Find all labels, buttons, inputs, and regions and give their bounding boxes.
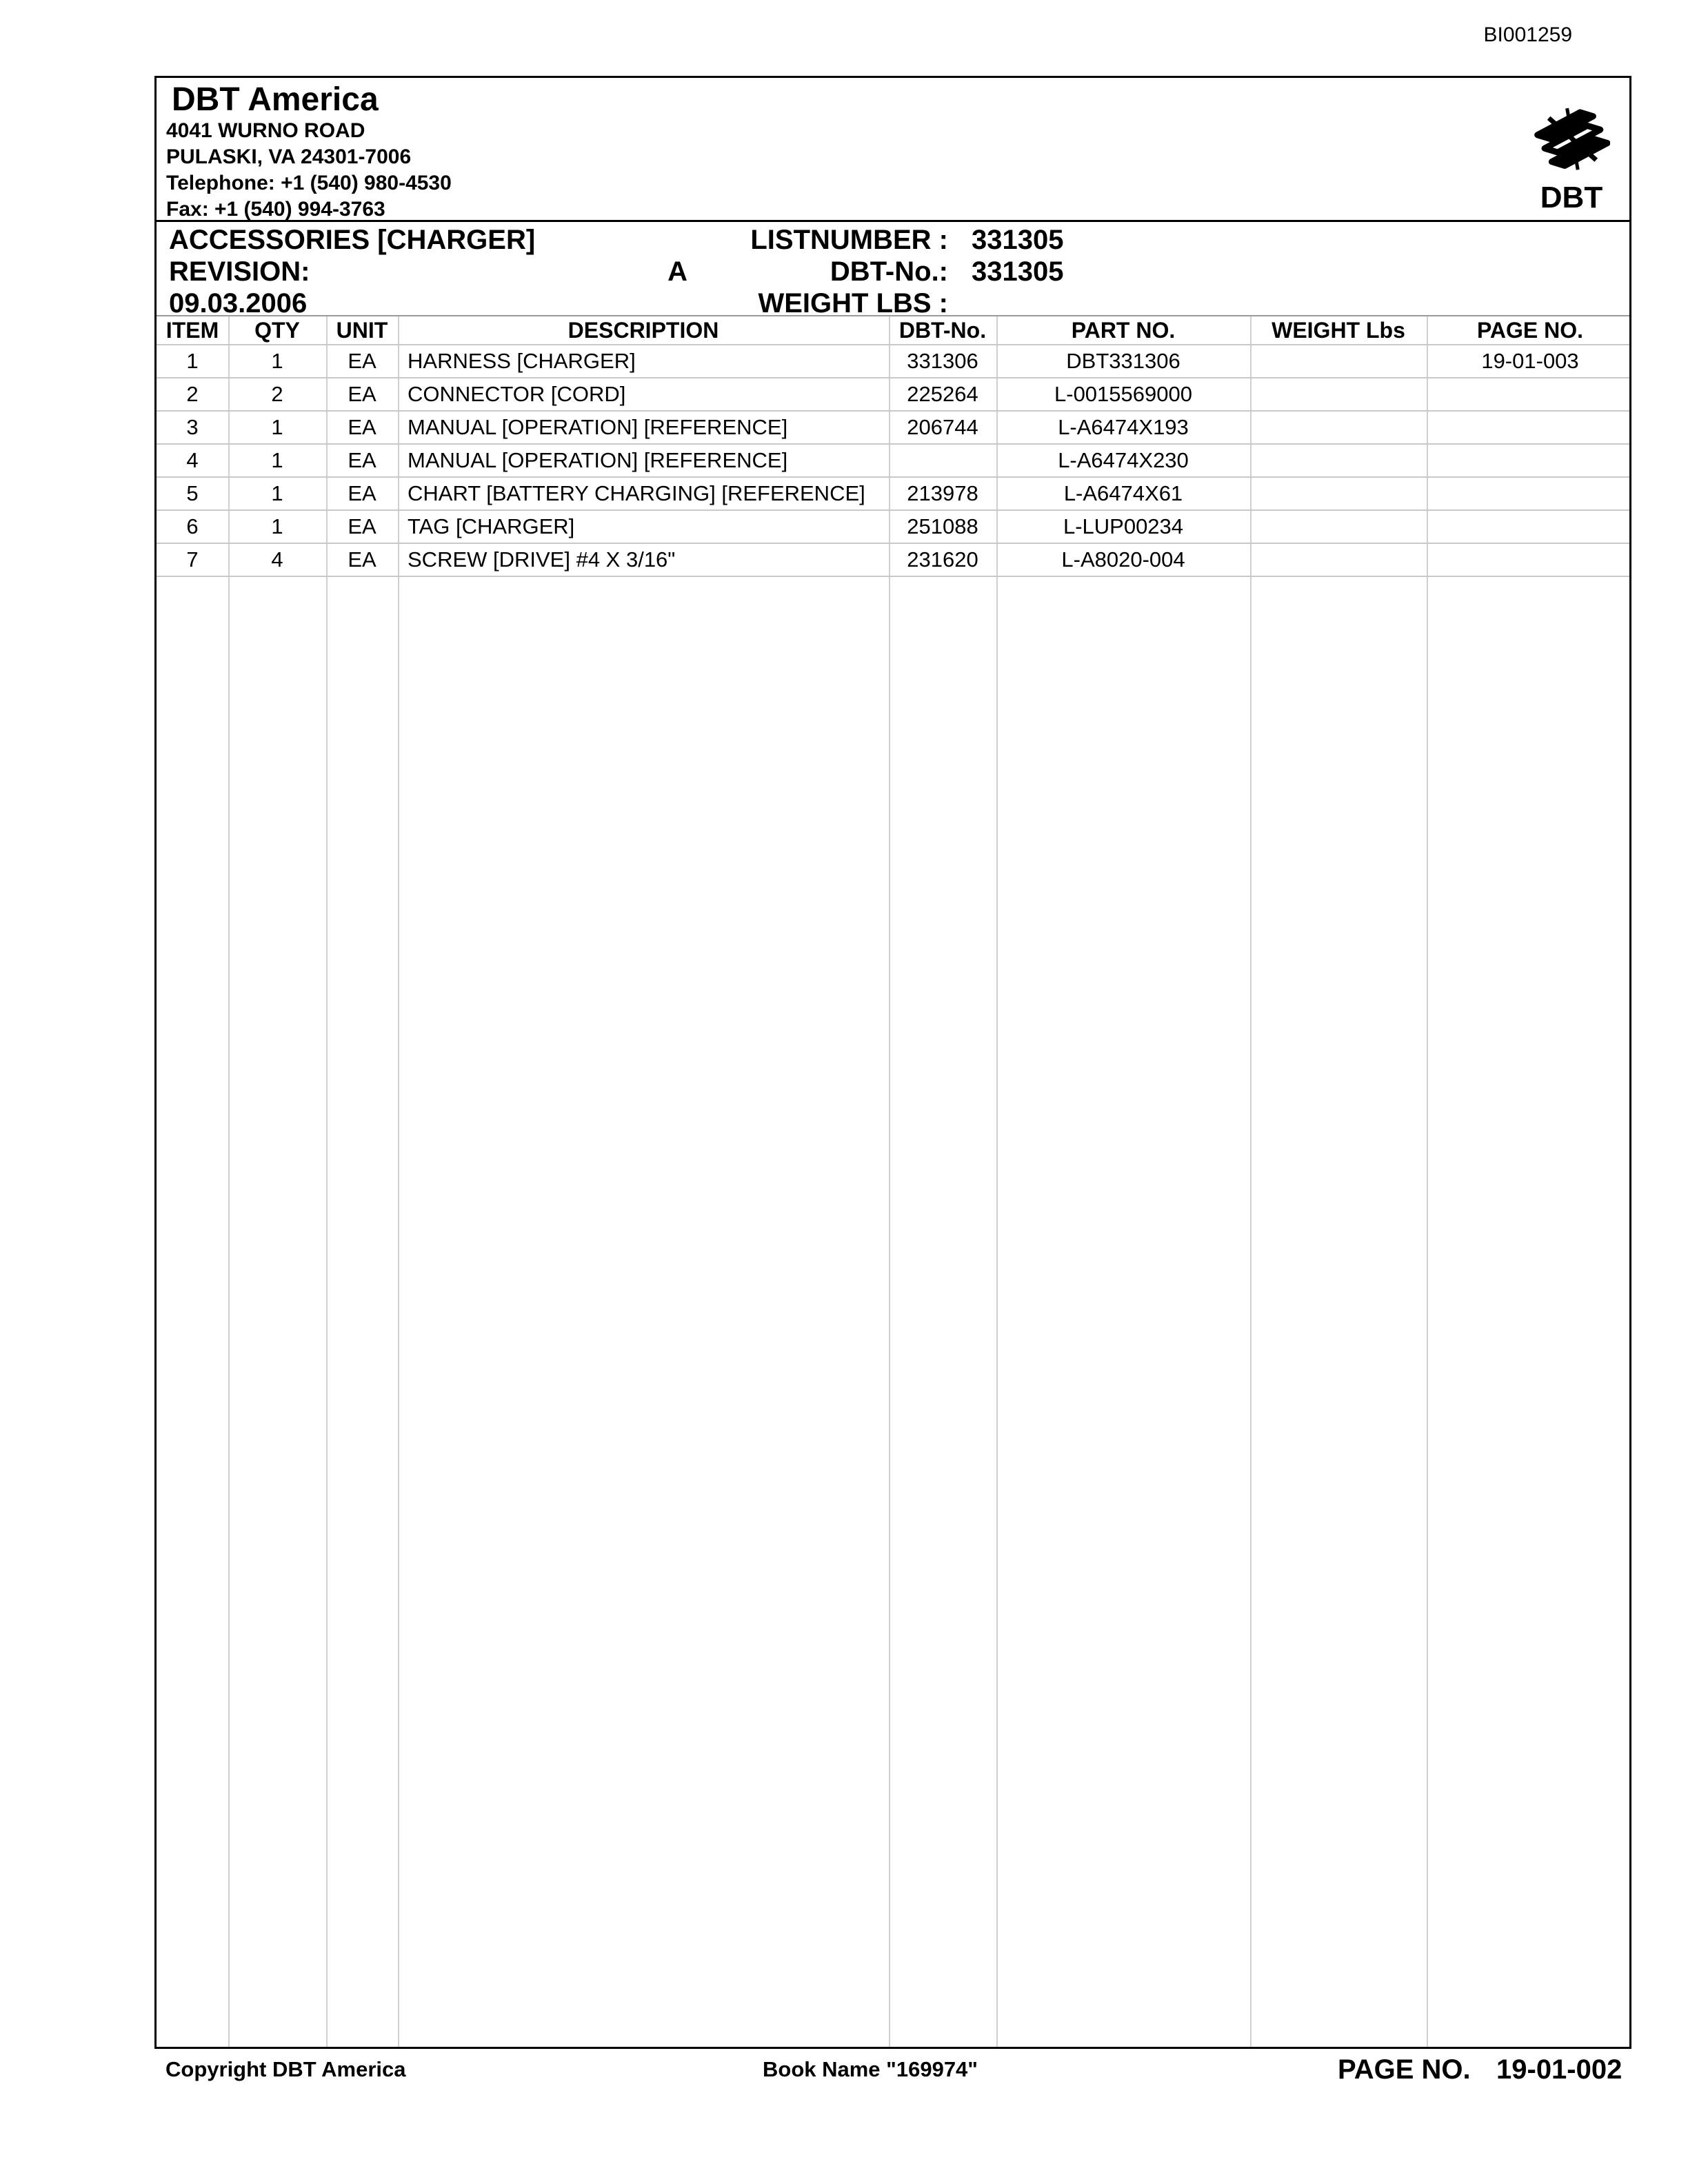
- company-phone: Telephone: +1 (540) 980-4530: [166, 172, 452, 194]
- part-no-cell: L-A6474X193: [1058, 415, 1189, 439]
- list-title: ACCESSORIES [CHARGER]: [169, 225, 536, 255]
- unit-cell: EA: [348, 415, 376, 439]
- unit-cell: EA: [348, 547, 376, 572]
- dbt-no-cell: 231620: [907, 547, 978, 572]
- unit-cell: EA: [348, 514, 376, 538]
- description-cell: CHART [BATTERY CHARGING] [REFERENCE]: [408, 481, 865, 505]
- description-cell: CONNECTOR [CORD]: [408, 382, 626, 406]
- dbt-logo: [1533, 97, 1610, 214]
- revision-value: A: [667, 256, 687, 287]
- listnumber-value: 331305: [972, 225, 1064, 255]
- column-header-qty: QTY: [254, 318, 300, 343]
- column-header-unit: UNIT: [336, 318, 388, 343]
- item-cell: 1: [186, 349, 199, 373]
- dbt-no-cell: 213978: [907, 481, 978, 505]
- description-cell: HARNESS [CHARGER]: [408, 349, 636, 373]
- qty-cell: 2: [271, 382, 283, 406]
- document-id: BI001259: [1483, 23, 1572, 46]
- book-name: Book Name "169974": [763, 2057, 978, 2081]
- weight-label: WEIGHT LBS :: [758, 288, 948, 318]
- description-cell: MANUAL [OPERATION] [REFERENCE]: [408, 448, 788, 472]
- row-rule: [157, 576, 1629, 577]
- unit-cell: EA: [348, 349, 376, 373]
- footer-page-number: 19-01-002: [1496, 2054, 1622, 2085]
- qty-cell: 1: [271, 448, 283, 472]
- column-header-dbt-no: DBT-No.: [898, 318, 987, 343]
- header-divider: [157, 220, 1629, 222]
- part-no-cell: L-0015569000: [1054, 382, 1192, 406]
- company-name: DBT America: [172, 81, 379, 118]
- qty-cell: 1: [271, 514, 283, 538]
- listnumber-label: LISTNUMBER :: [750, 225, 948, 255]
- column-header-part-no: PART NO.: [1071, 318, 1176, 343]
- item-cell: 5: [186, 481, 199, 505]
- copyright-text: Copyright DBT America: [165, 2057, 406, 2081]
- dbt-no-label: DBT-No.:: [830, 256, 948, 287]
- part-no-cell: DBT331306: [1066, 349, 1180, 373]
- unit-cell: EA: [348, 448, 376, 472]
- parts-list-frame: [154, 76, 1631, 2049]
- description-cell: SCREW [DRIVE] #4 X 3/16": [408, 547, 676, 572]
- svg-text:DBT: DBT: [1540, 181, 1603, 214]
- company-address-line2: PULASKI, VA 24301-7006: [166, 145, 412, 168]
- part-no-cell: L-A6474X61: [1063, 481, 1183, 505]
- footer-page-label: PAGE NO.: [1338, 2054, 1471, 2085]
- part-no-cell: L-A6474X230: [1058, 448, 1189, 472]
- unit-cell: EA: [348, 481, 376, 505]
- dbt-no-cell: 225264: [907, 382, 978, 406]
- description-cell: TAG [CHARGER]: [408, 514, 575, 538]
- part-no-cell: L-A8020-004: [1061, 547, 1185, 572]
- unit-cell: EA: [348, 382, 376, 406]
- column-header-page-no: PAGE NO.: [1476, 318, 1584, 343]
- part-no-cell: L-LUP00234: [1063, 514, 1184, 538]
- item-cell: 4: [186, 448, 199, 472]
- qty-cell: 1: [271, 415, 283, 439]
- dbt-no-value: 331305: [972, 256, 1064, 287]
- description-cell: MANUAL [OPERATION] [REFERENCE]: [408, 415, 788, 439]
- company-address-line1: 4041 WURNO ROAD: [166, 119, 365, 142]
- list-date: 09.03.2006: [169, 288, 308, 318]
- revision-label: REVISION:: [169, 256, 310, 287]
- column-header-item: ITEM: [165, 318, 219, 343]
- dbt-no-cell: 206744: [907, 415, 978, 439]
- column-header-description: DESCRIPTION: [567, 318, 719, 343]
- item-cell: 3: [186, 415, 199, 439]
- item-cell: 6: [186, 514, 199, 538]
- dbt-no-cell: 251088: [907, 514, 978, 538]
- qty-cell: 1: [271, 481, 283, 505]
- page-no-link[interactable]: 19-01-003: [1481, 349, 1579, 373]
- company-fax: Fax: +1 (540) 994-3763: [166, 198, 385, 221]
- item-cell: 2: [186, 382, 199, 406]
- item-cell: 7: [186, 547, 199, 572]
- dbt-no-cell: 331306: [907, 349, 978, 373]
- column-header-weight: WEIGHT Lbs: [1272, 318, 1405, 343]
- qty-cell: 4: [271, 547, 283, 572]
- qty-cell: 1: [271, 349, 283, 373]
